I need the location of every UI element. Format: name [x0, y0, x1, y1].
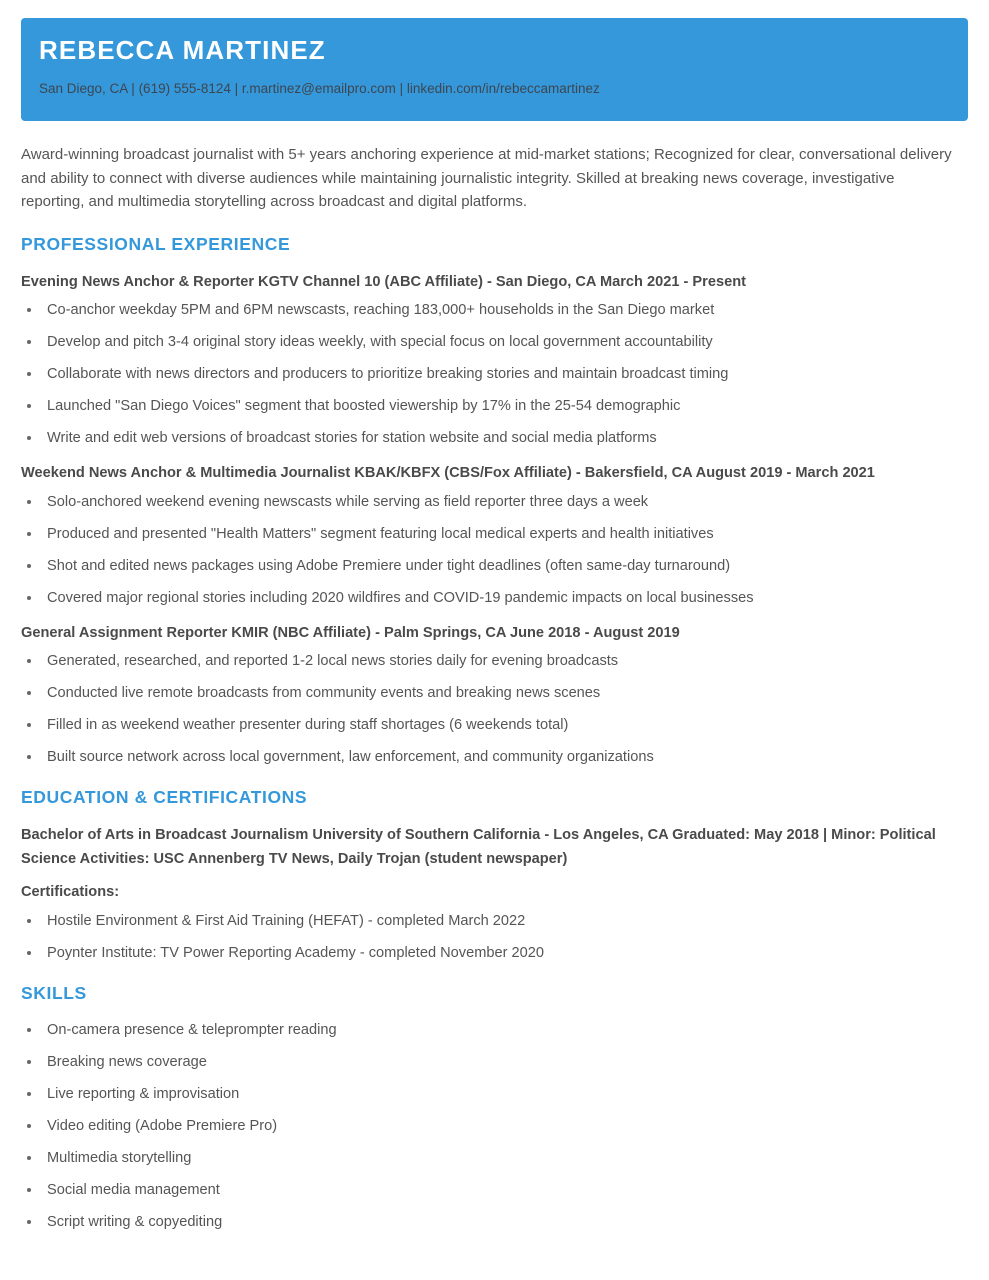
resume-header-banner	[21, 18, 968, 121]
section-title-education: EDUCATION & CERTIFICATIONS	[21, 787, 308, 808]
job-bullet-list	[21, 651, 968, 767]
certifications-list	[21, 911, 968, 963]
job-bullet-item: Produced and presented "Health Matters" segment featuring local medical experts and health initiatives	[21, 524, 968, 544]
job-bullet-list	[21, 300, 968, 448]
job-entry-heading: Evening News Anchor & Reporter KGTV Channel 10 (ABC Affiliate) - San Diego, CA March 2021 - Present	[21, 273, 746, 290]
section-title-skills: SKILLS	[21, 982, 87, 1003]
job-bullet-item: Conducted live remote broadcasts from community events and breaking news scenes	[21, 683, 968, 703]
certification-item: Hostile Environment & First Aid Training (HEFAT) - completed March 2022	[21, 911, 968, 931]
skill-item: Breaking news coverage	[21, 1052, 968, 1072]
job-bullet-item: Built source network across local government, law enforcement, and community organizations	[21, 747, 968, 767]
job-entry-heading: Weekend News Anchor & Multimedia Journalist KBAK/KBFX (CBS/Fox Affiliate) - Bakersfield, CA August 2019 - March 2021	[21, 465, 875, 482]
job-bullet-list	[21, 492, 968, 608]
section-title-experience: PROFESSIONAL EXPERIENCE	[21, 233, 291, 254]
job-bullet-item: Write and edit web versions of broadcast stories for station website and social media platforms	[21, 428, 968, 448]
job-bullet-item: Shot and edited news packages using Adobe Premiere under tight deadlines (often same-day turnaround)	[21, 556, 968, 576]
section-education-certifications	[21, 787, 968, 963]
job-bullet-item: Launched "San Diego Voices" segment that boosted viewership by 17% in the 25-54 demographic	[21, 396, 968, 416]
section-professional-experience	[21, 234, 968, 768]
contact-info-line: San Diego, CA | (619) 555-8124 | r.martinez@emailpro.com | linkedin.com/in/rebeccamartinez	[39, 80, 600, 96]
certifications-label: Certifications:	[21, 884, 120, 901]
candidate-name: REBECCA MARTINEZ	[39, 35, 326, 65]
professional-summary: Award-winning broadcast journalist with 5+ years anchoring experience at mid-market stations; Recognized for clear, conversational delivery and ability to connect with diverse audiences while maintaining journalistic integrity. Skilled at breaking news coverage, investigative reporting, and multimedia storytelling across broadcast and digital platforms.	[21, 146, 952, 211]
job-bullet-item: Solo-anchored weekend evening newscasts while serving as field reporter three days a week	[21, 492, 968, 512]
job-bullet-item: Generated, researched, and reported 1-2 local news stories daily for evening broadcasts	[21, 651, 968, 671]
skill-item: Video editing (Adobe Premiere Pro)	[21, 1116, 968, 1136]
job-entry-heading: General Assignment Reporter KMIR (NBC Affiliate) - Palm Springs, CA June 2018 - August 2019	[21, 624, 680, 641]
skill-item: Multimedia storytelling	[21, 1148, 968, 1168]
skill-item: On-camera presence & teleprompter reading	[21, 1020, 968, 1040]
job-bullet-item: Filled in as weekend weather presenter during staff shortages (6 weekends total)	[21, 715, 968, 735]
job-bullet-item: Collaborate with news directors and producers to prioritize breaking stories and maintain broadcast timing	[21, 364, 968, 384]
experience-entries	[21, 271, 968, 768]
skill-item: Script writing & copyediting	[21, 1212, 968, 1232]
certification-item: Poynter Institute: TV Power Reporting Academy - completed November 2020	[21, 943, 968, 963]
skill-item: Social media management	[21, 1180, 968, 1200]
job-bullet-item: Develop and pitch 3-4 original story ideas weekly, with special focus on local government accountability	[21, 332, 968, 352]
skill-item: Live reporting & improvisation	[21, 1084, 968, 1104]
section-skills	[21, 983, 968, 1232]
job-bullet-item: Co-anchor weekday 5PM and 6PM newscasts, reaching 183,000+ households in the San Diego market	[21, 300, 968, 320]
degree-details: Bachelor of Arts in Broadcast Journalism University of Southern California - Los Angeles, CA Graduated: May 2018 | Minor: Political Science Activities: USC Annenberg TV News, Daily Trojan (student newspaper)	[21, 827, 936, 867]
job-bullet-item: Covered major regional stories including 2020 wildfires and COVID-19 pandemic impacts on local businesses	[21, 588, 968, 608]
skills-list	[21, 1020, 968, 1232]
